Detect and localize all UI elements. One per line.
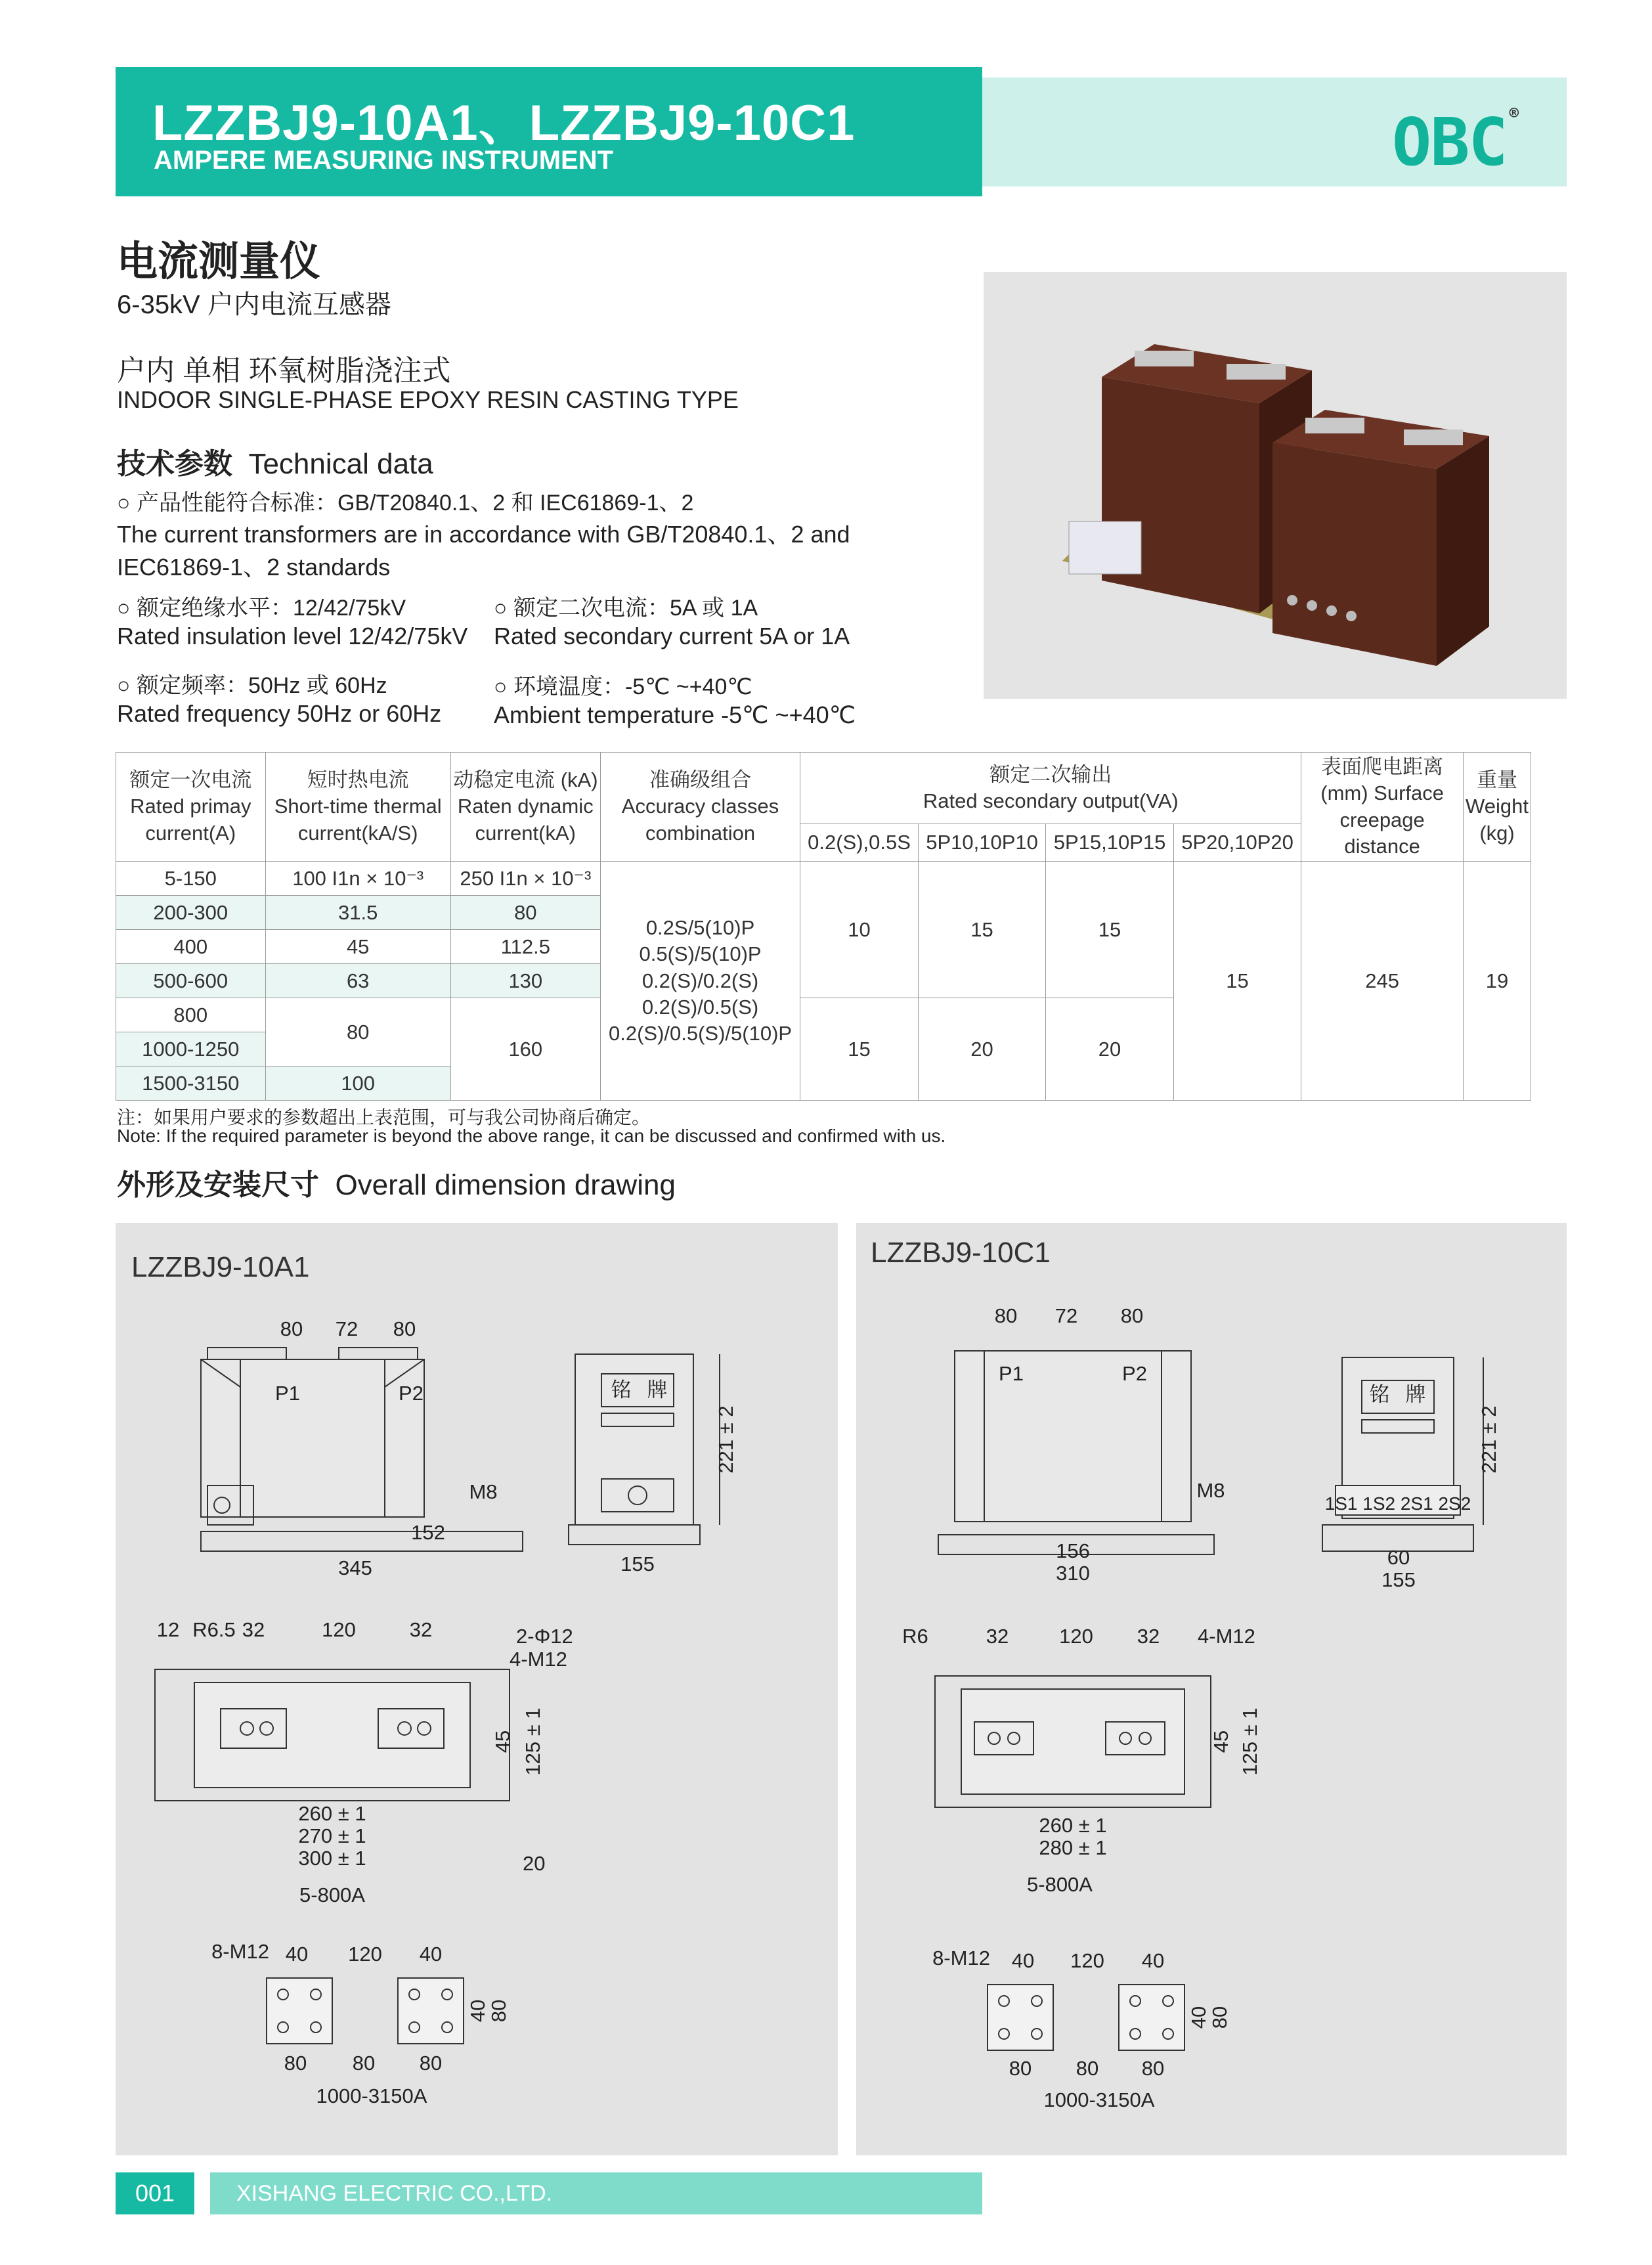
- header-accuracy-classes: 准确级组合 Accuracy classes combination: [600, 753, 800, 862]
- table-row: [116, 862, 1531, 896]
- range-label: 1000-3150A: [316, 2084, 427, 2107]
- header-out-col-2: 5P10,10P10: [918, 824, 1046, 862]
- terminal-label: P2: [399, 1382, 424, 1405]
- dim-text: 40: [1187, 2006, 1210, 2029]
- dim-text: 80: [1120, 1304, 1144, 1327]
- tech-heading-en: Technical data: [248, 448, 433, 480]
- header-creepage: 表面爬电距离 (mm) Surface creepage distance: [1301, 753, 1464, 862]
- dim-text: 4-M12: [510, 1648, 567, 1671]
- thermal-cell: 100 I1n × 10⁻³: [265, 862, 450, 896]
- dim-text: 20: [523, 1852, 546, 1875]
- dim-text: 80: [393, 1317, 416, 1340]
- dim-text: 32: [242, 1618, 265, 1641]
- model-label: LZZBJ9-10A1: [131, 1251, 310, 1283]
- dim-text: 45: [491, 1730, 514, 1753]
- output-cell: 15: [918, 862, 1046, 998]
- technical-data-table: [116, 752, 1531, 1101]
- thermal-cell: 100: [265, 1067, 450, 1101]
- dim-text: 120: [1070, 1949, 1104, 1972]
- dim-text: 40: [1141, 1949, 1165, 1972]
- dim-text: 40: [419, 1943, 443, 1966]
- insulation-cn: ○ 额定绝缘水平：12/42/75kV: [117, 596, 406, 621]
- company-name: XISHANG ELECTRIC CO.,LTD.: [210, 2172, 982, 2214]
- header-primary-current: 额定一次电流 Rated primay current(A): [116, 753, 266, 862]
- dim-text: M8: [1196, 1479, 1225, 1502]
- dynamic-cell: 160: [450, 998, 600, 1101]
- dim-text: 8-M12: [211, 1940, 269, 1963]
- dim-text: 120: [348, 1943, 382, 1966]
- dim-text: 345: [338, 1556, 372, 1579]
- note-cn: 注：如果用户要求的参数超出上表范围，可与我公司协商后确定。: [117, 1107, 651, 1128]
- header-weight: 重量 Weight (kg): [1464, 753, 1531, 862]
- output-cell: 20: [1046, 998, 1174, 1101]
- dim-text: 40: [285, 1943, 309, 1966]
- model-label: LZZBJ9-10C1: [871, 1237, 1051, 1269]
- primary-cell: 1500-3150: [116, 1067, 266, 1101]
- header-out-col-3: 5P15,10P15: [1046, 824, 1174, 862]
- dim-text: 120: [1059, 1625, 1093, 1648]
- thermal-cell: 45: [265, 930, 450, 964]
- dim-text: 270 ± 1: [298, 1824, 366, 1847]
- dim-text: 152: [411, 1521, 445, 1544]
- dim-text: 4-M12: [1198, 1625, 1255, 1648]
- thermal-cell: 80: [265, 998, 450, 1067]
- header-thermal-current: 短时热电流 Short-time thermal current(kA/S): [265, 753, 450, 862]
- dim-text: 300 ± 1: [298, 1847, 366, 1870]
- dim-text: 40: [466, 1999, 489, 2023]
- dim-text: 60: [1387, 1546, 1410, 1569]
- dim-text: 45: [1209, 1730, 1232, 1753]
- dim-text: 260 ± 1: [298, 1802, 366, 1825]
- dim-text: 125 ± 1: [521, 1707, 544, 1776]
- dimension-drawing-10a1: [116, 1223, 838, 2155]
- dim-text: M8: [469, 1480, 498, 1503]
- creepage-cell: 245: [1301, 862, 1464, 1101]
- standard-cn: ○ 产品性能符合标准：GB/T20840.1、2 和 IEC61869-1、2: [117, 491, 694, 516]
- dim-text: 32: [986, 1625, 1009, 1648]
- dim-text: 32: [409, 1618, 433, 1641]
- dim-text: 155: [620, 1552, 655, 1575]
- terminal-label: P1: [275, 1382, 300, 1405]
- page-subtitle: AMPERE MEASURING INSTRUMENT: [154, 146, 614, 175]
- terminal-label: P2: [1122, 1362, 1147, 1385]
- drawing-panel-10a1: [116, 1223, 838, 2155]
- dynamic-cell: 80: [450, 896, 600, 930]
- header-secondary-output: 额定二次输出 Rated secondary output(VA): [800, 753, 1301, 824]
- note-en: Note: If the required parameter is beyond the above range, it can be discussed and confirmed with us.: [117, 1126, 946, 1146]
- weight-cell: 19: [1464, 862, 1531, 1101]
- secondary-terminals: 1S1 1S2 2S1 2S2: [1324, 1493, 1471, 1514]
- header-dynamic-current: 动稳定电流 (kA) Raten dynamic current(kA): [450, 753, 600, 862]
- standard-en-line1: The current transformers are in accordance with GB/T20840.1、2 and: [117, 521, 850, 548]
- dim-text: 80: [1141, 2057, 1165, 2080]
- dim-text: 12: [156, 1618, 180, 1641]
- drawing-panel-10c1: [856, 1223, 1567, 2155]
- range-label: 1000-3150A: [1043, 2088, 1155, 2111]
- primary-cell: 5-150: [116, 862, 266, 896]
- dynamic-cell: 250 I1n × 10⁻³: [450, 862, 600, 896]
- dim-text: 72: [335, 1317, 359, 1340]
- page-title: LZZBJ9-10A1、LZZBJ9-10C1: [152, 95, 856, 151]
- secondary-current-en: Rated secondary current 5A or 1A: [494, 623, 850, 649]
- header-out-col-1: 0.2(S),0.5S: [800, 824, 919, 862]
- primary-cell: 200-300: [116, 896, 266, 930]
- dimension-drawing-10c1: [856, 1223, 1567, 2155]
- dim-text: 32: [1137, 1625, 1160, 1648]
- nameplate-label: 铭: [611, 1378, 632, 1401]
- output-cell: 15: [800, 998, 919, 1101]
- temperature-en: Ambient temperature -5℃ ~+40℃: [494, 701, 856, 728]
- dim-text: 80: [419, 2052, 443, 2075]
- dim-text: 2-Φ12: [516, 1625, 573, 1648]
- brand-logo: [1392, 104, 1517, 181]
- dim-text: 72: [1054, 1304, 1078, 1327]
- dynamic-cell: 130: [450, 964, 600, 998]
- tech-heading-cn: 技术参数: [117, 448, 232, 480]
- primary-cell: 800: [116, 998, 266, 1032]
- dim-text: 280 ± 1: [1039, 1836, 1107, 1859]
- thermal-cell: 63: [265, 964, 450, 998]
- dim-text: 80: [994, 1304, 1018, 1327]
- tech-heading: [117, 440, 433, 482]
- primary-cell: 400: [116, 930, 266, 964]
- dim-text: 260 ± 1: [1039, 1814, 1107, 1837]
- product-name-cn: 电流测量仪: [117, 239, 321, 284]
- frequency-en: Rated frequency 50Hz or 60Hz: [117, 700, 442, 727]
- dynamic-cell: 112.5: [450, 930, 600, 964]
- dim-text: R6: [902, 1625, 928, 1648]
- dim-text: 80: [1208, 2006, 1231, 2029]
- dim-text: 80: [284, 2052, 307, 2075]
- nameplate-label: 牌: [647, 1378, 668, 1401]
- range-label: 5-800A: [1027, 1873, 1093, 1896]
- drawing-heading-en: Overall dimension drawing: [335, 1169, 676, 1201]
- dim-text: 221 ± 2: [1477, 1405, 1500, 1474]
- range-label: 5-800A: [299, 1883, 365, 1906]
- standard-en-line2: IEC61869-1、2 standards: [117, 554, 391, 581]
- output-cell: 20: [918, 998, 1046, 1101]
- output-cell: 15: [1046, 862, 1174, 998]
- accuracy-cell: 0.2S/5(10)P 0.5(S)/5(10)P 0.2(S)/0.2(S) 0.2(S)/0.5(S) 0.2(S)/0.5(S)/5(10)P: [600, 862, 800, 1101]
- dim-text: R6.5: [192, 1618, 236, 1641]
- dim-text: 125 ± 1: [1238, 1707, 1261, 1776]
- output-p20-cell: 15: [1173, 862, 1301, 1101]
- dim-text: 80: [280, 1317, 303, 1340]
- primary-cell: 1000-1250: [116, 1032, 266, 1067]
- frequency-cn: ○ 额定频率：50Hz 或 60Hz: [117, 673, 387, 698]
- temperature-cn: ○ 环境温度：-5℃ ~+40℃: [494, 674, 752, 699]
- page-number: 001: [116, 2172, 194, 2214]
- table-header-row: [116, 753, 1531, 824]
- dim-text: 80: [352, 2052, 376, 2075]
- thermal-cell: 31.5: [265, 896, 450, 930]
- transformer-illustration: [984, 272, 1567, 699]
- type-cn: 户内 单相 环氧树脂浇注式: [117, 355, 451, 387]
- primary-cell: 500-600: [116, 964, 266, 998]
- dim-text: 80: [1009, 2057, 1032, 2080]
- nameplate-label: 牌: [1405, 1383, 1426, 1406]
- product-class-cn: 6-35kV 户内电流互感器: [117, 290, 391, 319]
- drawing-heading: [117, 1161, 676, 1203]
- product-photo: [984, 272, 1567, 699]
- dim-text: 155: [1381, 1568, 1416, 1591]
- drawing-heading-cn: 外形及安装尺寸: [117, 1169, 319, 1201]
- dim-text: 156: [1056, 1539, 1090, 1562]
- nameplate-label: 铭: [1369, 1383, 1390, 1406]
- dim-text: 40: [1011, 1949, 1035, 1972]
- dim-text: 80: [487, 1999, 510, 2023]
- type-en: INDOOR SINGLE-PHASE EPOXY RESIN CASTING TYPE: [117, 386, 739, 413]
- terminal-label: P1: [999, 1362, 1024, 1385]
- dim-text: 310: [1056, 1562, 1090, 1585]
- dim-text: 221 ± 2: [714, 1405, 737, 1474]
- output-cell: 10: [800, 862, 919, 998]
- insulation-en: Rated insulation level 12/42/75kV: [117, 623, 468, 649]
- dim-text: 80: [1076, 2057, 1099, 2080]
- header-out-col-4: 5P20,10P20: [1173, 824, 1301, 862]
- registered-mark: ®: [1509, 104, 1518, 122]
- secondary-current-cn: ○ 额定二次电流：5A 或 1A: [494, 596, 758, 621]
- logo-text: OBC: [1392, 104, 1507, 181]
- dim-text: 120: [322, 1618, 356, 1641]
- dim-text: 8-M12: [932, 1946, 990, 1969]
